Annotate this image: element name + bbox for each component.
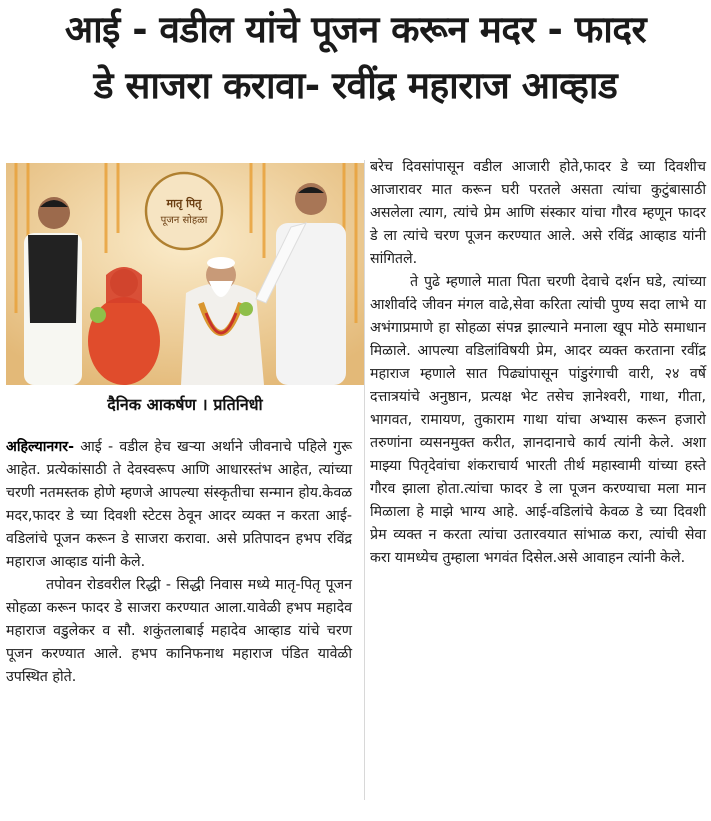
headline-line-2: डे साजरा करावा- रवींद्र महाराज आव्हाड	[93, 64, 618, 107]
event-photo-illustration	[6, 163, 364, 385]
headline-line-1: आई - वडील यांचे पूजन करून मदर - फादर	[64, 8, 647, 51]
column-divider	[364, 160, 365, 800]
byline: दैनिक आकर्षण । प्रतिनिधी	[107, 395, 263, 414]
left-para-1-text: आई - वडील हेच खऱ्या अर्थाने जीवनाचे पहिले गुरू आहेत. प्रत्येकांसाठी ते देवस्वरूप आणि आधारस्तंभ आहेत, त्यांच्या चरणी नतमस्तक होणे म्हणजे आपल्या संस्कृतीचा सन्मान होय.केवळ मदर,फादर डे च्या दिवशी स्टेटस ठेवून आदर व्यक्त न करता आई-वडिलांचे पूजन करून डे साजरा करावा. असे प्रतिपादन हभप रविंद्र महाराज आव्हाड यांनी केले.	[6, 439, 352, 570]
left-para-2: तपोवन रोडवरील रिद्धी - सिद्धी निवास मध्ये मातृ-पितृ पूजन सोहळा करून फादर डे साजरा करण्यात आला.यावेळी हभप महादेव महाराज वडुलेकर व सौ. शकुंतलाबाई महादेव आव्हाड यांचे चरण पूजन करण्यात आले. हभप कानिफनाथ महाराज पंडित यावेळी उपस्थित होते.	[6, 577, 352, 685]
right-para-2: ते पुढे म्हणाले माता पिता चरणी देवाचे दर्शन घडे, त्यांच्या आशीर्वादे जीवन मंगल वाढे,सेवा करिता त्यांची पुण्य सदा लाभे या अभंगाप्रमाणे हा सोहळा संपन्न झाल्याने मनाला खूप मोठे समाधान मिळाले. आपल्या वडिलांविषयी प्रेम, आदर व्यक्त करताना रवींद्र महाराज म्हणाले सात पिढ्यांपासून पांडुरंगाची वारी, २४ वर्षे दत्तात्रयांचे अनुष्ठान, प्रत्यक्ष भेट तसेच ज्ञानेश्वरी, गाथा, गीता, भागवत, रामायण, तुकाराम गाथा यांचा अभ्यास करून हजारो तरुणांना व्यसनमुक्त करीत, ज्ञानदानाचे कार्य त्यांनी केले. अशा माझ्या पितृदेवांचा शंकराचार्य भारती तीर्थ महास्वामी यांच्या हस्ते गौरव झाला होता.त्यांचा फादर डे ला पूजन करण्याचा मला मान मिळाला हे माझे भाग्य आहे. आई-वडिलांचे केवळ डे च्या दिवशी प्रेम व्यक्त न करता त्यांचा उतारवयात सांभाळ करा, त्यांची सेवा करा यामध्येच तुम्हाला भगवंत दिसेल.असे आवाहन त्यांनी केले.	[370, 274, 706, 566]
right-column	[370, 156, 706, 570]
event-photo	[6, 163, 364, 385]
banner-circle	[146, 173, 222, 249]
banner-line-2: पूजन सोहळा	[160, 215, 208, 226]
left-column	[6, 436, 352, 689]
right-para-1: बरेच दिवसांपासून वडील आजारी होते,फादर डे च्या दिवशीच आजारावर मात करून घरी परतले असता त्यांचा कुटुंबासाठी असलेला त्याग, त्यांचे प्रेम आणि संस्कार यांचा गौरव म्हणून फादर डे ला त्यांचे चरण पूजन करण्यात आले. असे रविंद्र आव्हाड यांनी सांगितले.	[370, 159, 706, 267]
dateline: अहिल्यानगर-	[6, 439, 74, 455]
left-para-1	[6, 436, 352, 574]
banner-line-1: मातृ पितृ	[166, 197, 202, 210]
headline	[0, 2, 711, 114]
